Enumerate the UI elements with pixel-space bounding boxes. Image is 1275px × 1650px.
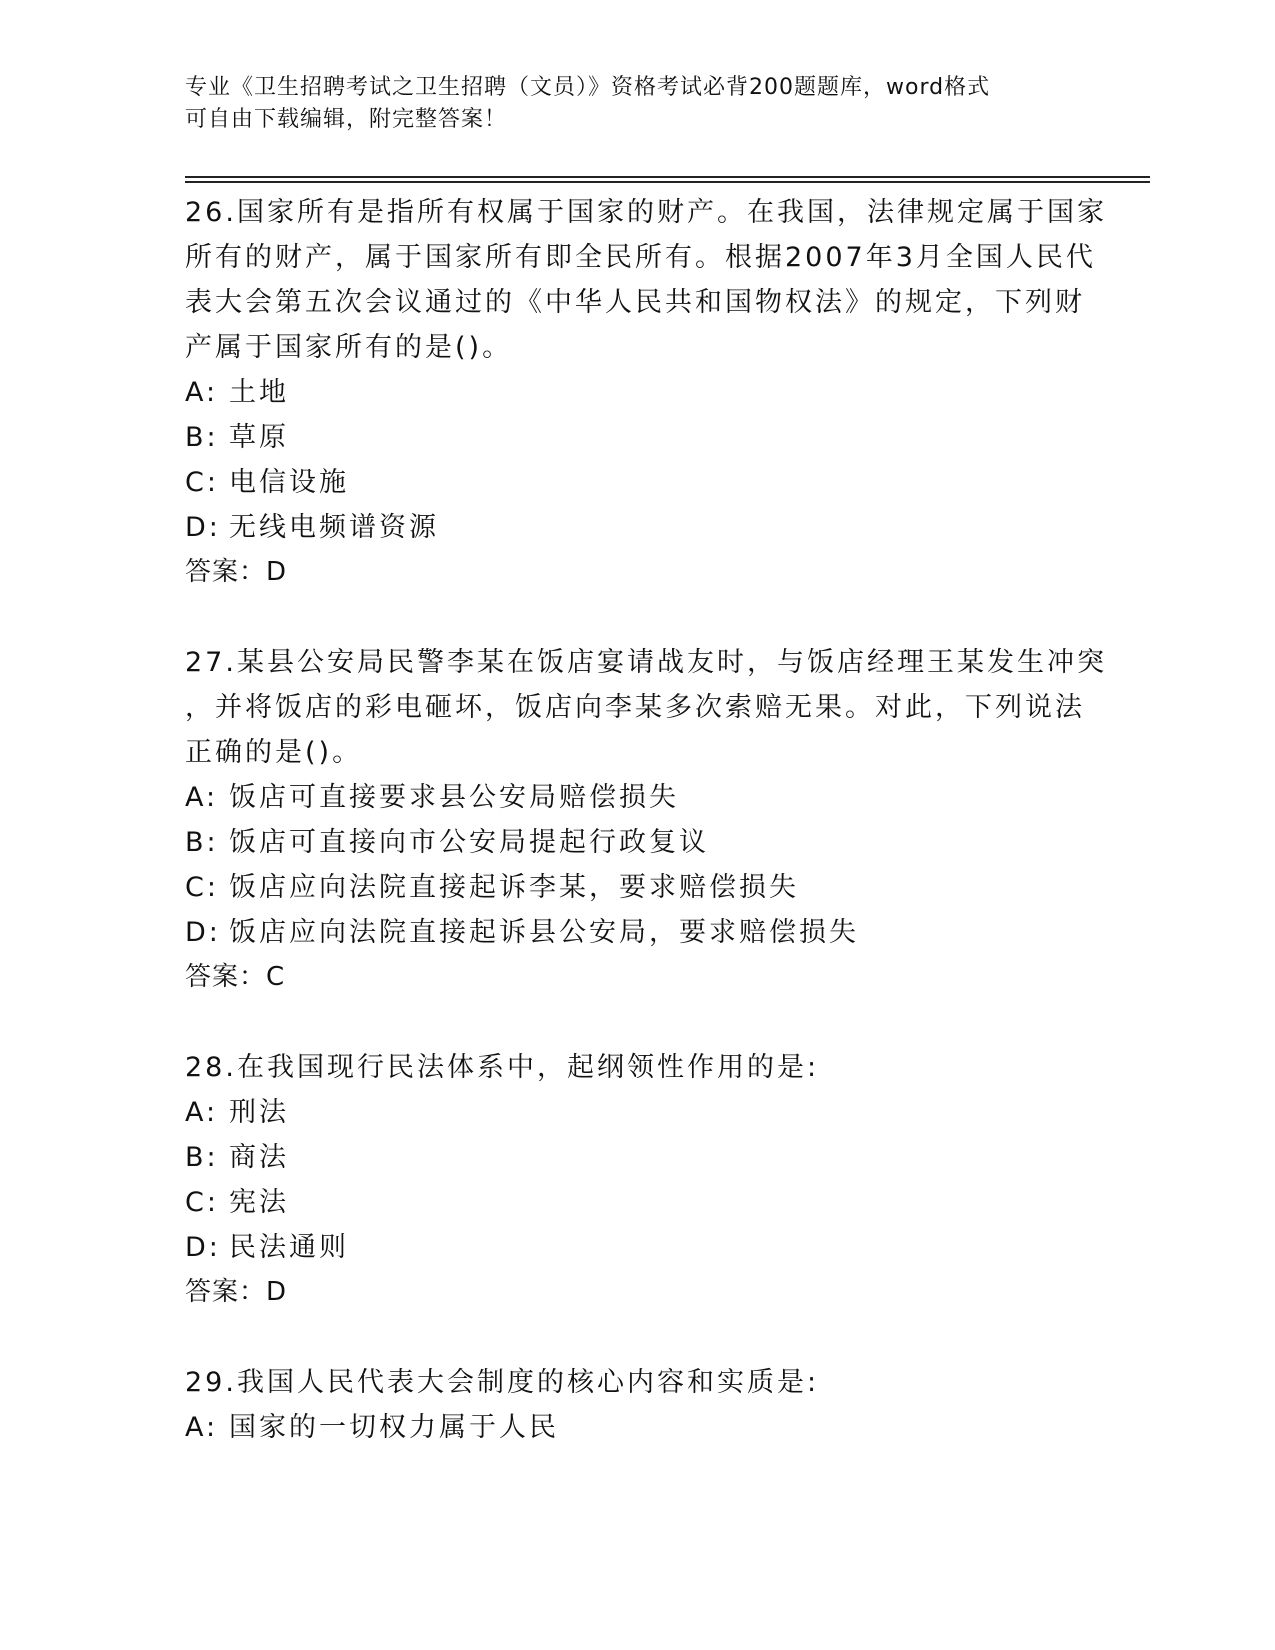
option-d — [185, 505, 1075, 550]
header-divider-bottom — [185, 181, 1150, 183]
option-b — [185, 820, 1075, 865]
option-text: 饭店应向法院直接起诉县公安局，要求赔偿损失 — [229, 917, 859, 948]
header-line: 可自由下载编辑，附完整答案！ — [185, 107, 508, 132]
header-line: 专业《卫生招聘考试之卫生招聘（文员）》资格考试必背200题题库，word格式 — [185, 75, 991, 100]
header-divider-top — [185, 176, 1150, 178]
option-text: 土地 — [229, 377, 289, 408]
option-d — [185, 1225, 1075, 1270]
question-29 — [185, 1360, 1075, 1450]
question-stem-line: 所有的财产，属于国家所有即全民所有。根据2007年3月全国人民代 — [185, 242, 1096, 273]
question-spacer — [185, 1315, 1075, 1360]
option-key: D: — [185, 1232, 221, 1263]
option-text: 无线电频谱资源 — [229, 512, 439, 543]
question-27 — [185, 640, 1107, 1000]
option-key: C: — [185, 467, 219, 498]
question-28 — [185, 1045, 1075, 1315]
option-text: 饭店可直接要求县公安局赔偿损失 — [229, 782, 679, 813]
question-list — [185, 190, 1107, 1450]
option-key: D: — [185, 917, 221, 948]
option-c — [185, 460, 1075, 505]
option-key: C: — [185, 1187, 219, 1218]
answer-line: 答案：D — [185, 557, 288, 587]
option-b — [185, 415, 1075, 460]
question-stem-line: 28.在我国现行民法体系中，起纲领性作用的是: — [185, 1052, 820, 1083]
option-text: 草原 — [229, 422, 289, 453]
question-stem-line: ，并将饭店的彩电砸坏，饭店向李某多次索赔无果。对此，下列说法 — [185, 692, 1085, 723]
question-stem-line: 表大会第五次会议通过的《中华人民共和国物权法》的规定，下列财 — [185, 287, 1085, 318]
option-text: 国家的一切权力属于人民 — [229, 1412, 559, 1443]
question-stem-line: 产属于国家所有的是()。 — [185, 332, 513, 363]
option-key: A: — [185, 1097, 219, 1128]
answer-line: 答案：C — [185, 962, 286, 992]
option-a — [185, 1090, 1075, 1135]
option-b — [185, 1135, 1075, 1180]
question-stem-line: 正确的是()。 — [185, 737, 363, 768]
question-spacer — [185, 1000, 1075, 1045]
option-a — [185, 775, 1075, 820]
question-stem-line: 29.我国人民代表大会制度的核心内容和实质是: — [185, 1367, 820, 1398]
option-c — [185, 1180, 1075, 1225]
question-stem-line: 27.某县公安局民警李某在饭店宴请战友时，与饭店经理王某发生冲突 — [185, 647, 1107, 678]
question-spacer — [185, 595, 1075, 640]
option-text: 刑法 — [229, 1097, 289, 1128]
option-c — [185, 865, 1075, 910]
option-key: C: — [185, 872, 219, 903]
option-key: A: — [185, 1412, 219, 1443]
option-text: 电信设施 — [229, 467, 349, 498]
option-text: 饭店应向法院直接起诉李某，要求赔偿损失 — [229, 872, 799, 903]
option-key: A: — [185, 782, 219, 813]
question-stem-line: 26.国家所有是指所有权属于国家的财产。在我国，法律规定属于国家 — [185, 197, 1107, 228]
option-text: 民法通则 — [229, 1232, 349, 1263]
option-text: 宪法 — [229, 1187, 289, 1218]
option-text: 饭店可直接向市公安局提起行政复议 — [229, 827, 709, 858]
option-a — [185, 370, 1075, 415]
question-26 — [185, 190, 1107, 595]
option-d — [185, 910, 1075, 955]
option-key: D: — [185, 512, 221, 543]
option-key: A: — [185, 377, 219, 408]
option-key: B: — [185, 827, 219, 858]
document-header — [185, 72, 1065, 136]
option-key: B: — [185, 1142, 219, 1173]
answer-line: 答案：D — [185, 1277, 288, 1307]
option-key: B: — [185, 422, 219, 453]
option-a — [185, 1405, 1075, 1450]
option-text: 商法 — [229, 1142, 289, 1173]
